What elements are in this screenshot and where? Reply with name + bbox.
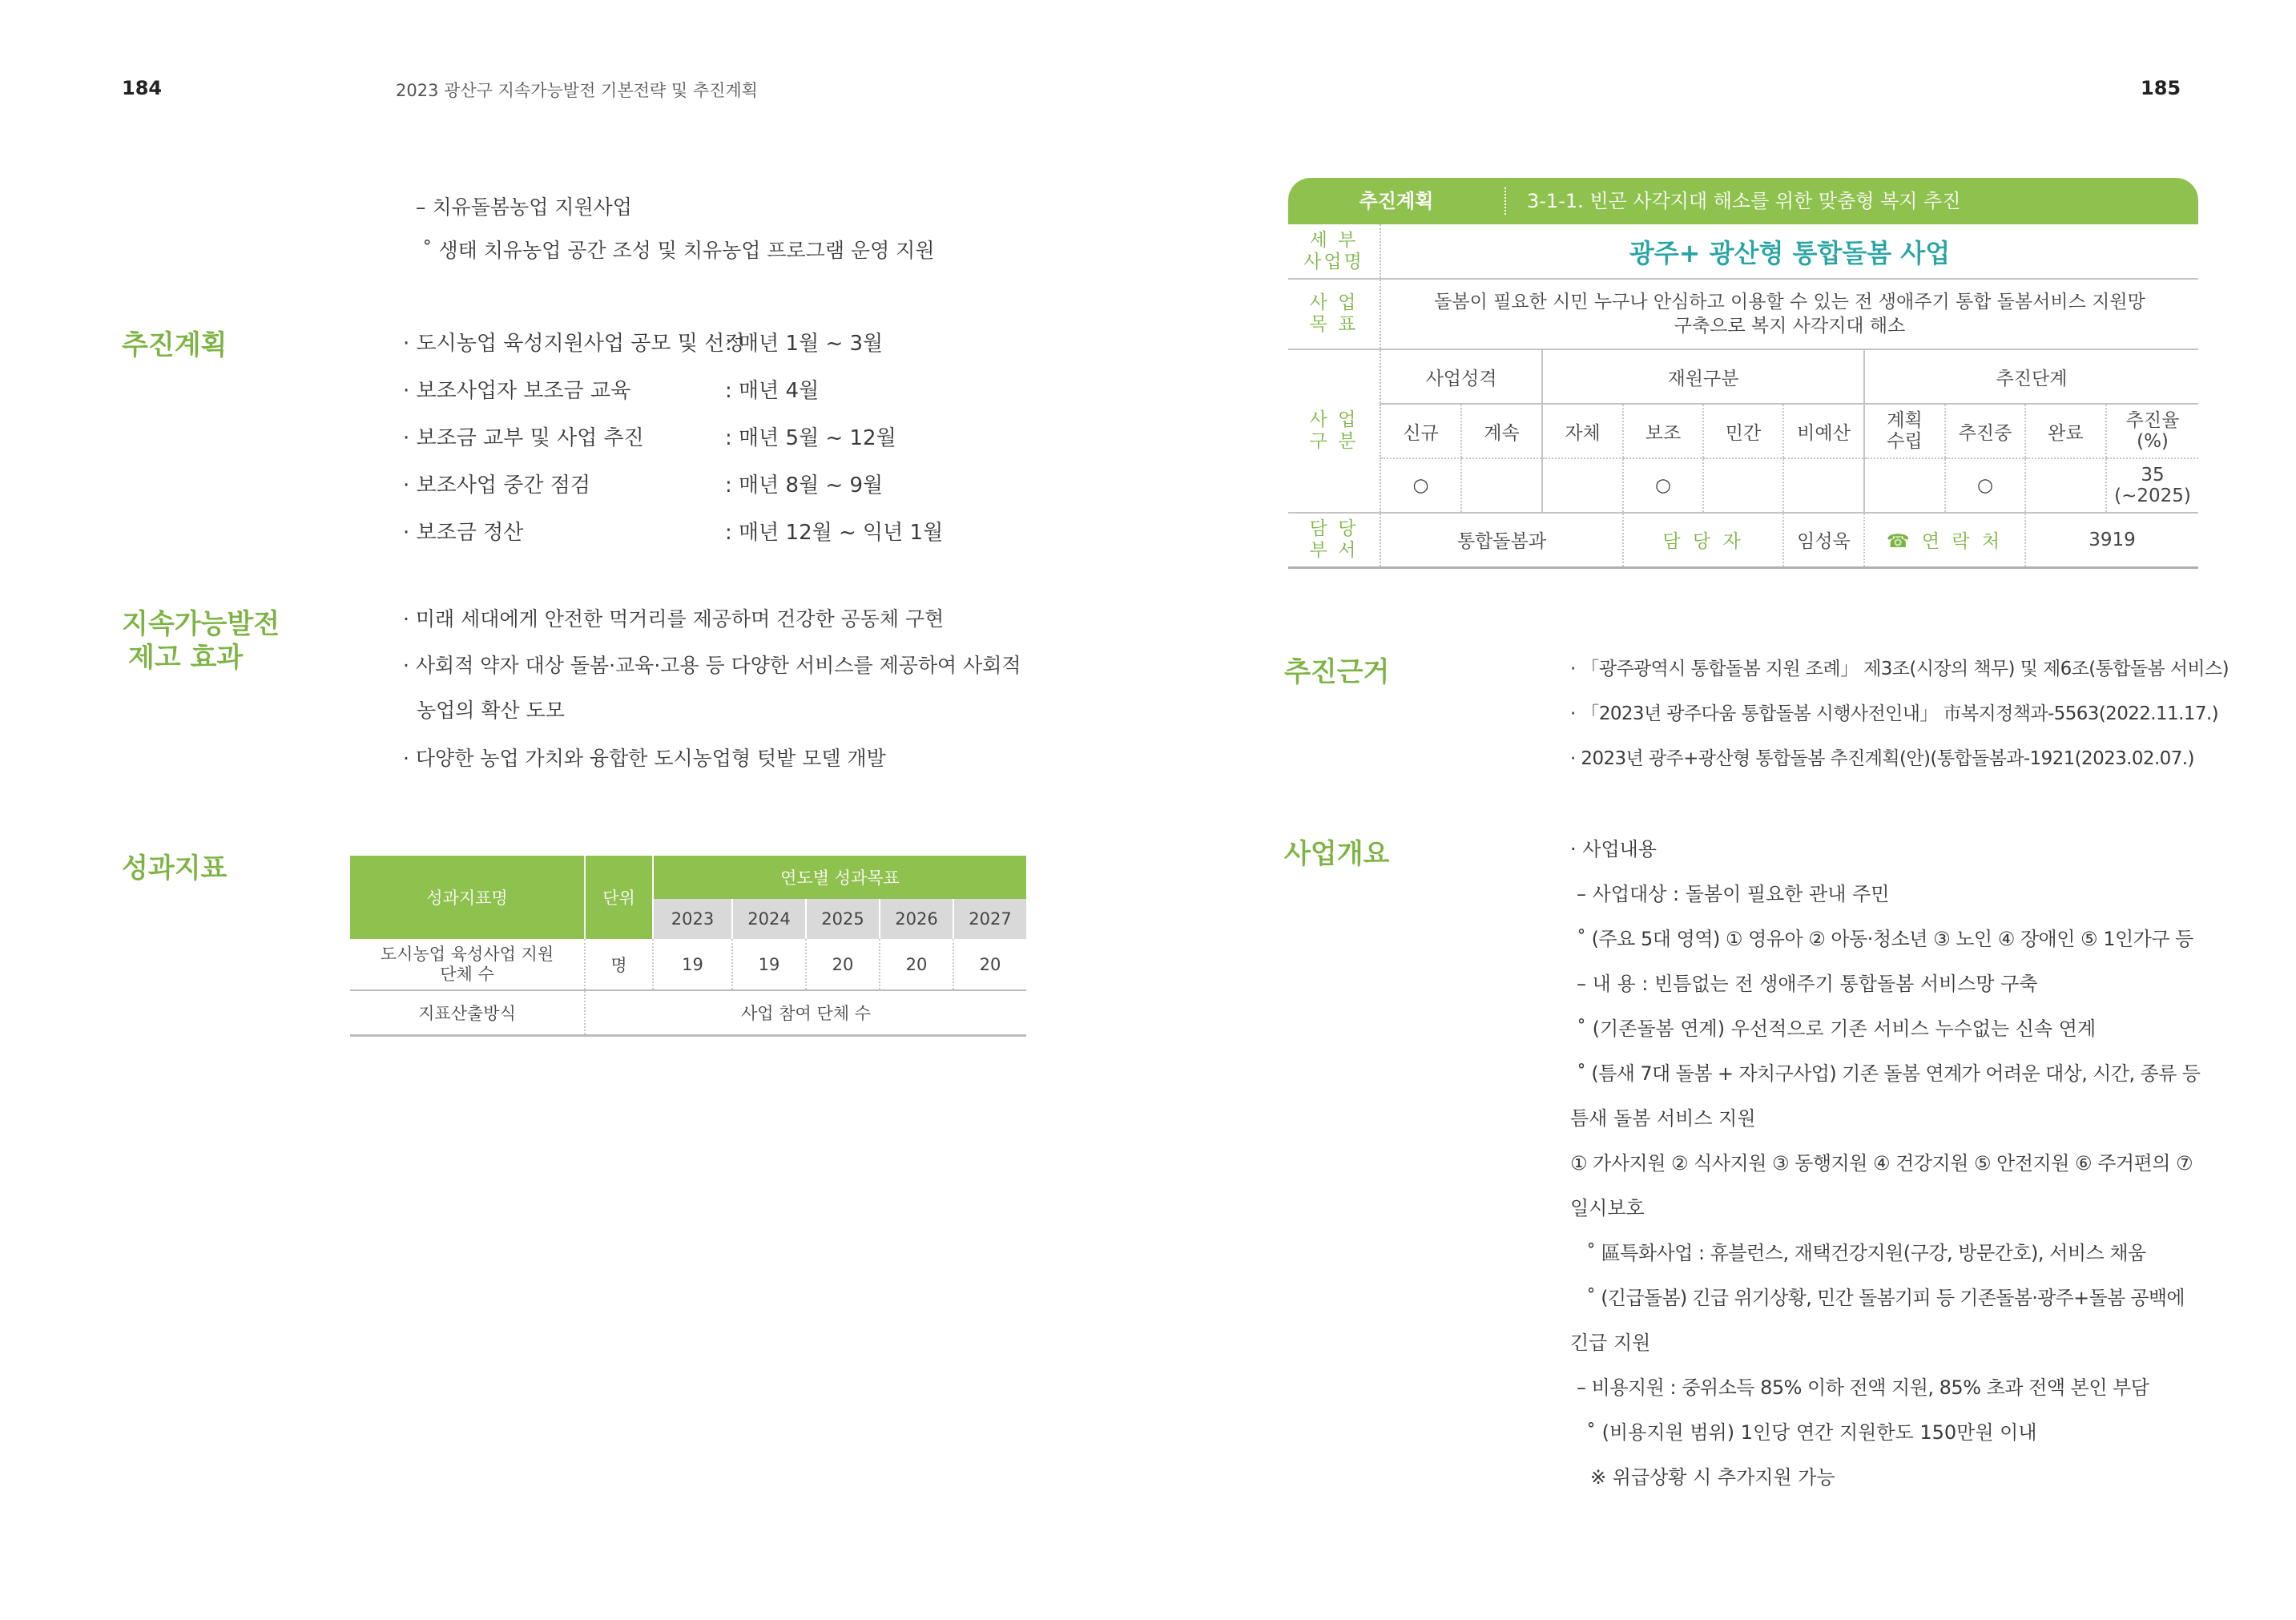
row-header-text: 세 부: [1309, 229, 1359, 251]
row-header-text: 사 업: [1309, 292, 1359, 313]
mark-continuing-cell: [1461, 458, 1542, 513]
department: 통합돌봄과: [1380, 513, 1623, 567]
contact: 3919: [2025, 513, 2198, 567]
overview-line: ※ 위급상황 시 추가지원 가능: [1590, 1466, 1835, 1489]
row-header-department: [1288, 513, 1380, 567]
effects-line: · 사회적 약자 대상 돌봄·교육·고용 등 다양한 서비스를 제공하여 사회적: [403, 654, 1021, 677]
overview-line: ˚ (틈새 7대 돌봄 + 자치구사업) 기존 돌봄 연계가 어려운 대상, 시간, 종류 등: [1577, 1062, 2201, 1085]
sub-header-continuing: 계속: [1461, 404, 1542, 458]
kpi-indicator-name: 도시농업 육성사업 지원 단체 수: [350, 939, 585, 990]
manager: 임성욱: [1783, 513, 1864, 567]
row-header-text: 사업명: [1303, 251, 1364, 272]
running-title: 2023 광산구 지속가능발전 기본전략 및 추진계획: [396, 81, 758, 100]
kpi-value: 19: [653, 939, 732, 990]
plan-header-bar: [1288, 178, 2198, 224]
mark-done-cell: [2025, 458, 2106, 513]
overview-line: ˚ (주요 5대 영역) ① 영유아 ② 아동·청소년 ③ 노인 ④ 장애인 ⑤ 1인가구 등: [1577, 928, 2193, 950]
effects-line: · 다양한 농업 가치와 융합한 도시농업형 텃밭 모델 개발: [403, 747, 886, 770]
overview-line: ① 가사지원 ② 식사지원 ③ 동행지원 ④ 건강지원 ⑤ 안전지원 ⑥ 주거편의 ⑦: [1570, 1152, 2193, 1175]
stage-plan-text: 수립: [1887, 431, 1923, 452]
overview-line: – 사업대상 : 돌봄이 필요한 관내 주민: [1577, 883, 1890, 905]
basis-line: · 「광주광역시 통합돌봄 지원 조례」 제3조(시장의 책무) 및 제6조(통합돌봄 서비스): [1570, 659, 2230, 679]
kpi-value: 20: [953, 939, 1026, 990]
stage-rate-text: (%): [2137, 431, 2169, 452]
kpi-col-targets-header: 연도별 성과목표: [653, 856, 1026, 899]
overview-line: 틈새 돌봄 서비스 지원: [1570, 1107, 1756, 1130]
intro-dash-item: – 치유돌봄농업 지원사업: [416, 195, 632, 219]
intro-bullet-item: ˚ 생태 치유농업 공간 조성 및 치유농업 프로그램 운영 지원: [422, 239, 935, 262]
kpi-value: 20: [806, 939, 880, 990]
stage-progress-header: 추진중: [1945, 404, 2025, 458]
right-page-number: 185: [2141, 77, 2181, 99]
plan-bar-text: 3-1-1. 빈곤 사각지대 해소를 위한 맞춤형 복지 추진: [1527, 190, 1961, 212]
group-stage-header: 추진단계: [1864, 349, 2198, 404]
effects-line: · 미래 세대에게 안전한 먹거리를 제공하며 건강한 공동체 구현: [403, 607, 945, 631]
effects-section-title-line2: 제고 효과: [128, 642, 244, 674]
group-nature-header: 사업성격: [1380, 349, 1542, 404]
project-table: [1288, 224, 2198, 569]
mark-new-cell: [1380, 458, 1461, 513]
effects-section-title-line1: 지속가능발전: [122, 608, 280, 640]
kpi-col-unit-header: 단위: [585, 856, 653, 939]
mark-own-cell: [1542, 458, 1623, 513]
plan-task: · 보조사업 중간 점검: [403, 474, 590, 498]
kpi-unit: 명: [585, 939, 653, 990]
sub-header-new: 신규: [1380, 404, 1461, 458]
sub-header-private: 민간: [1703, 404, 1783, 458]
row-header-text: 사 업: [1309, 409, 1359, 430]
overview-line: 긴급 지원: [1570, 1332, 1651, 1354]
mark-subsidy-cell: [1623, 458, 1703, 513]
kpi-year-header: 2023: [653, 899, 732, 939]
plan-task: · 보조금 정산: [403, 521, 524, 545]
circle-mark: ○: [1412, 475, 1429, 496]
row-header-business-class: [1288, 349, 1380, 513]
plan-bar-divider: [1504, 187, 1506, 215]
business-goal-line: 구축으로 복지 사각지대 해소: [1674, 316, 1906, 336]
mark-progress-cell: [1945, 458, 2025, 513]
overview-line: ˚ (비용지원 범위) 1인당 연간 지원한도 150만원 이내: [1586, 1421, 2037, 1444]
basis-line: · 「2023년 광주다움 통합돌봄 시행사전인내」 市복지정책과-5563(2022.11.17.): [1570, 703, 2218, 724]
overview-line: 일시보호: [1570, 1197, 1645, 1219]
overview-line: – 비용지원 : 중위소득 85% 이하 전액 지원, 85% 초과 전액 본인 부담: [1577, 1376, 2149, 1399]
kpi-year-header: 2024: [732, 899, 806, 939]
manager-label: 담 당 자: [1623, 513, 1783, 567]
kpi-value: 19: [732, 939, 806, 990]
row-header-text: 부 서: [1309, 539, 1359, 561]
overview-line: ˚ (기존돌봄 연계) 우선적으로 기존 서비스 누수없는 신속 연계: [1577, 1018, 2097, 1040]
kpi-section-title: 성과지표: [122, 852, 228, 885]
row-header-text: 구 분: [1309, 431, 1359, 452]
rate-value-cell: [2106, 458, 2198, 513]
plan-task: · 보조사업자 보조금 교육: [403, 379, 631, 403]
kpi-col-name-header: 성과지표명: [350, 856, 585, 939]
plan-schedule: : 매년 4월: [725, 379, 820, 403]
effects-line: 농업의 확산 도모: [417, 699, 565, 722]
overview-line: · 사업내용: [1570, 838, 1657, 860]
plan-bar-label: 추진계획: [1359, 190, 1434, 212]
overview-line: – 내 용 : 빈틈없는 전 생애주기 통합돌봄 서비스망 구축: [1577, 973, 2038, 995]
plan-schedule: : 매년 12월 ~ 익년 1월: [725, 521, 944, 545]
business-goal: [1380, 279, 2198, 349]
row-header-business-name: [1288, 224, 1380, 279]
plan-schedule: : 매년 1월 ~ 3월: [725, 332, 884, 356]
stage-rate-header: [2106, 404, 2198, 458]
kpi-method-value: 사업 참여 단체 수: [585, 990, 1026, 1035]
stage-done-header: 완료: [2025, 404, 2106, 458]
mark-private-cell: [1703, 458, 1783, 513]
business-goal-line: 돌봄이 필요한 시민 누구나 안심하고 이용할 수 있는 전 생애주기 통합 돌봄서비스 지원망: [1434, 292, 2145, 312]
plan-schedule: : 매년 8월 ~ 9월: [725, 474, 884, 498]
kpi-year-header: 2025: [806, 899, 880, 939]
left-page-number: 184: [122, 77, 163, 99]
overview-section-title: 사업개요: [1284, 838, 1390, 870]
kpi-year-header: 2027: [953, 899, 1026, 939]
sub-header-subsidy: 보조: [1623, 404, 1703, 458]
mark-non-budget-cell: [1783, 458, 1864, 513]
stage-rate-text: 추진율: [2125, 410, 2180, 431]
plan-task: · 보조금 교부 및 사업 추진: [403, 426, 644, 450]
rate-period: (~2025): [2114, 486, 2191, 506]
basis-line: · 2023년 광주+광산형 통합돌봄 추진계획(안)(통합돌봄과-1921(2023.02.07.): [1570, 748, 2194, 769]
overview-line: ˚ (긴급돌봄) 긴급 위기상황, 민간 돌봄기피 등 기존돌봄·광주+돌봄 공백에: [1586, 1287, 2185, 1309]
sub-header-non-budget: 비예산: [1783, 404, 1864, 458]
plan-schedule: : 매년 5월 ~ 12월: [725, 426, 896, 450]
contact-label: ☎ 연 락 처: [1864, 513, 2025, 567]
sub-header-own: 자체: [1542, 404, 1623, 458]
mark-plan-cell: [1864, 458, 1945, 513]
rate-value: 35: [2141, 465, 2165, 486]
group-funding-header: 재원구분: [1542, 349, 1864, 404]
row-header-text: 담 당: [1309, 518, 1359, 539]
kpi-table: [350, 856, 1026, 1037]
kpi-value: 20: [880, 939, 953, 990]
kpi-year-header: 2026: [880, 899, 953, 939]
circle-mark: ○: [1976, 475, 1994, 496]
circle-mark: ○: [1654, 475, 1672, 496]
overview-line: ˚ 區특화사업 : 휴블런스, 재택건강지원(구강, 방문간호), 서비스 채움: [1586, 1242, 2146, 1264]
row-header-text: 목 표: [1309, 314, 1359, 335]
basis-section-title: 추진근거: [1284, 656, 1390, 688]
stage-plan-text: 계획: [1887, 410, 1923, 431]
business-name: 광주+ 광산형 통합돌봄 사업: [1380, 224, 2198, 279]
kpi-method-label: 지표산출방식: [350, 990, 585, 1035]
row-header-business-goal: [1288, 279, 1380, 349]
stage-plan-header: [1864, 404, 1945, 458]
plan-task: · 도시농업 육성지원사업 공모 및 선정: [403, 332, 745, 356]
plan-section-title: 추진계획: [122, 329, 228, 361]
